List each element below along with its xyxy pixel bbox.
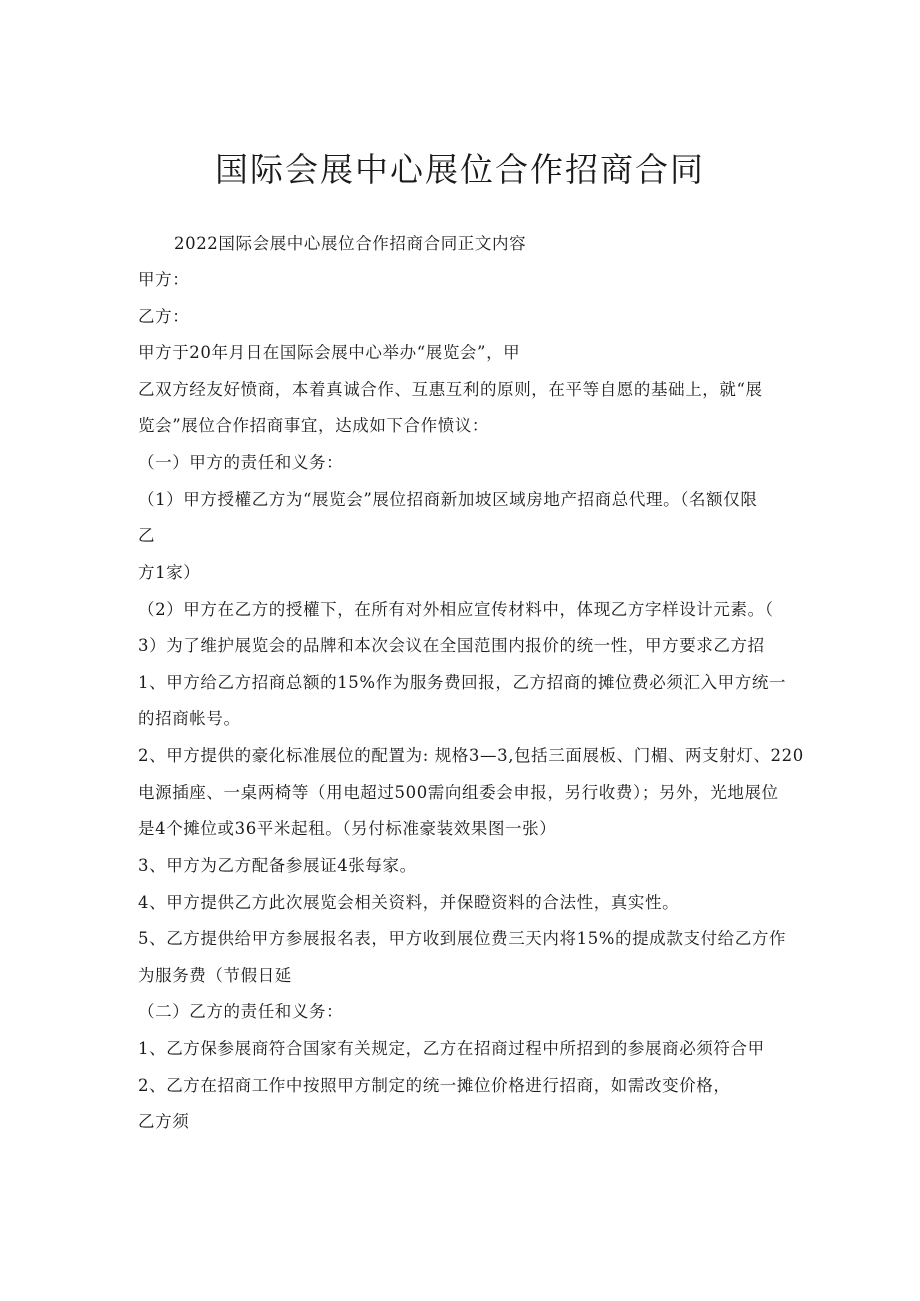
paragraph-line: 是4个摊位或36平米起租。（另付标准豪装效果图一张） [138, 819, 557, 838]
paragraph-line: 乙方须 [138, 1112, 190, 1131]
paragraph-line: 2、甲方提供的豪化标准展位的配置为: 规格3—3,包括三面展板、门楣、两支射灯、220 [138, 746, 804, 765]
paragraph-line: 甲方于20年月日在国际会展中心举办“展览会”，甲 [138, 343, 521, 362]
paragraph-line: 电源插座、一桌两椅等（用电超过500需向组委会申报，另行收费）；另外，光地展位 [138, 783, 779, 802]
paragraph-line: 的招商帐号。 [138, 709, 241, 728]
subtitle-line: 2022国际会展中心展位合作招商合同正文内容 [174, 234, 527, 253]
paragraph-line: （2）甲方在乙方的授權下，在所有对外相应宣传材料中，体现乙方字样设计元素。（ [138, 600, 774, 619]
section-heading: （二）乙方的责任和义务： [138, 1002, 344, 1021]
paragraph-line: 览会”展位合作招商事宜，达成如下合作愤议： [138, 416, 490, 435]
section-heading: （一）甲方的责任和义务： [138, 453, 344, 472]
paragraph-line: 2、乙方在招商工作中按照甲方制定的统一摊位价格进行招商，如需改变价格， [138, 1076, 731, 1095]
paragraph-line: 为服务费（节假日延 [138, 966, 292, 985]
page-title: 国际会展中心展位合作招商合同 [215, 150, 705, 189]
party-b-label: 乙方： [138, 307, 190, 326]
paragraph-line: 1、乙方保参展商符合国家有关规定，乙方在招商过程中所招到的参展商必须符合甲 [138, 1039, 765, 1058]
paragraph-line: 5、乙方提供给甲方参展报名表，甲方收到展位费三天内将15%的提成款支付给乙方作 [138, 929, 787, 948]
paragraph-line: 方1家） [138, 563, 201, 582]
paragraph-line: 4、甲方提供乙方此次展览会相关资料，并保瞪资料的合法性，真实性。 [138, 893, 680, 912]
paragraph-line: 3、甲方为乙方配备参展证4张每家。 [138, 856, 417, 875]
party-a-label: 甲方： [138, 270, 190, 289]
paragraph-line: 3）为了维护展览会的品牌和本次会议在全国范围内报价的统一性，甲方要求乙方招 [138, 636, 765, 655]
paragraph-line: 乙双方经友好愤商，本着真诚合作、互惠互利的原则，在平等自愿的基础上，就“展 [138, 380, 763, 399]
paragraph-line: （1）甲方授權乙方为“展览会”展位招商新加坡区域房地产招商总代理。（名额仅限 [138, 490, 758, 509]
paragraph-line: 乙 [138, 526, 156, 545]
paragraph-line: 1、甲方给乙方招商总额的15%作为服务费回报，乙方招商的摊位费必须汇入甲方统一 [138, 673, 787, 692]
